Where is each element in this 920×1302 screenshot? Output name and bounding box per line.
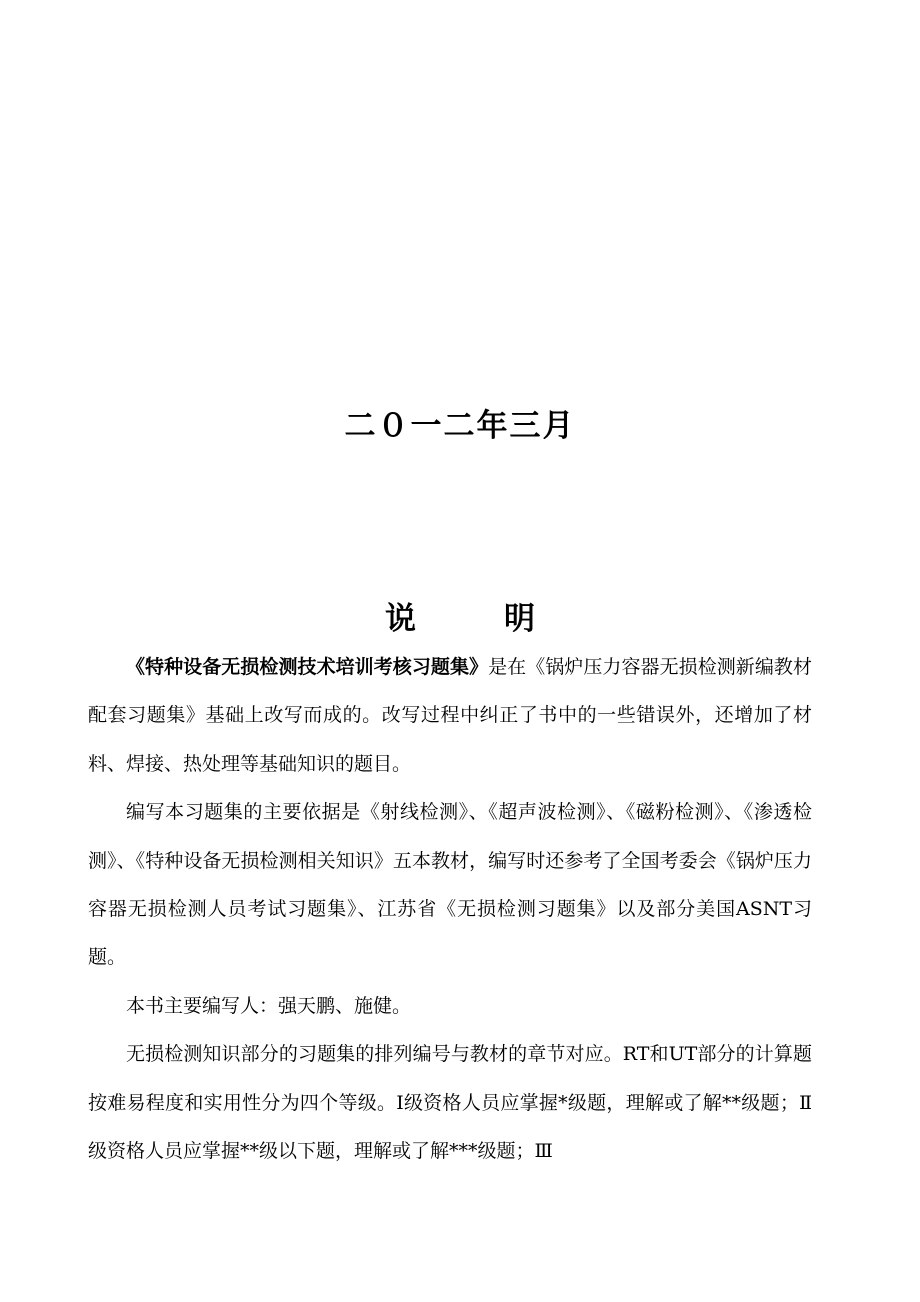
- paragraph-intro: [88, 643, 812, 788]
- book-title: 《特种设备无损检测技术培训考核习题集》: [126, 656, 489, 678]
- paragraph-basis-text: 编写本习题集的主要依据是《射线检测》、《超声波检测》、《磁粉检测》、《渗透检测》、《特种设备无损检测相关知识》五本教材，编写时还参考了全国考委会《锅炉压力容器无损检测人员考试习题集》、江苏省《无损检测习题集》以及部分美国ASNT习题。: [88, 801, 812, 969]
- date-line: 二０一二年三月: [344, 408, 576, 444]
- section-heading-right: 明: [504, 601, 535, 637]
- paragraph-intro-text: 是在《锅炉压力容器无损检测新编教材配套习题集》基础上改写而成的。改写过程中纠正了书中的一些错误外，还增加了材料、焊接、热处理等基础知识的题目。: [88, 656, 812, 775]
- paragraph-levels: [88, 1030, 812, 1175]
- paragraph-basis: [88, 788, 812, 982]
- paragraph-levels-text: 无损检测知识部分的习题集的排列编号与教材的章节对应。RT和UT部分的计算题按难易程度和实用性分为四个等级。Ⅰ级资格人员应掌握*级题，理解或了解**级题；Ⅱ级资格人员应掌握**级以下题，理解或了解***级题；Ⅲ: [88, 1043, 812, 1163]
- paragraph-authors: [88, 982, 812, 1030]
- body-text: [88, 643, 812, 1175]
- section-heading-left: 说: [385, 601, 416, 637]
- section-heading: [0, 594, 920, 644]
- paragraph-authors-text: 本书主要编写人：强天鹏、施健。: [126, 994, 412, 1017]
